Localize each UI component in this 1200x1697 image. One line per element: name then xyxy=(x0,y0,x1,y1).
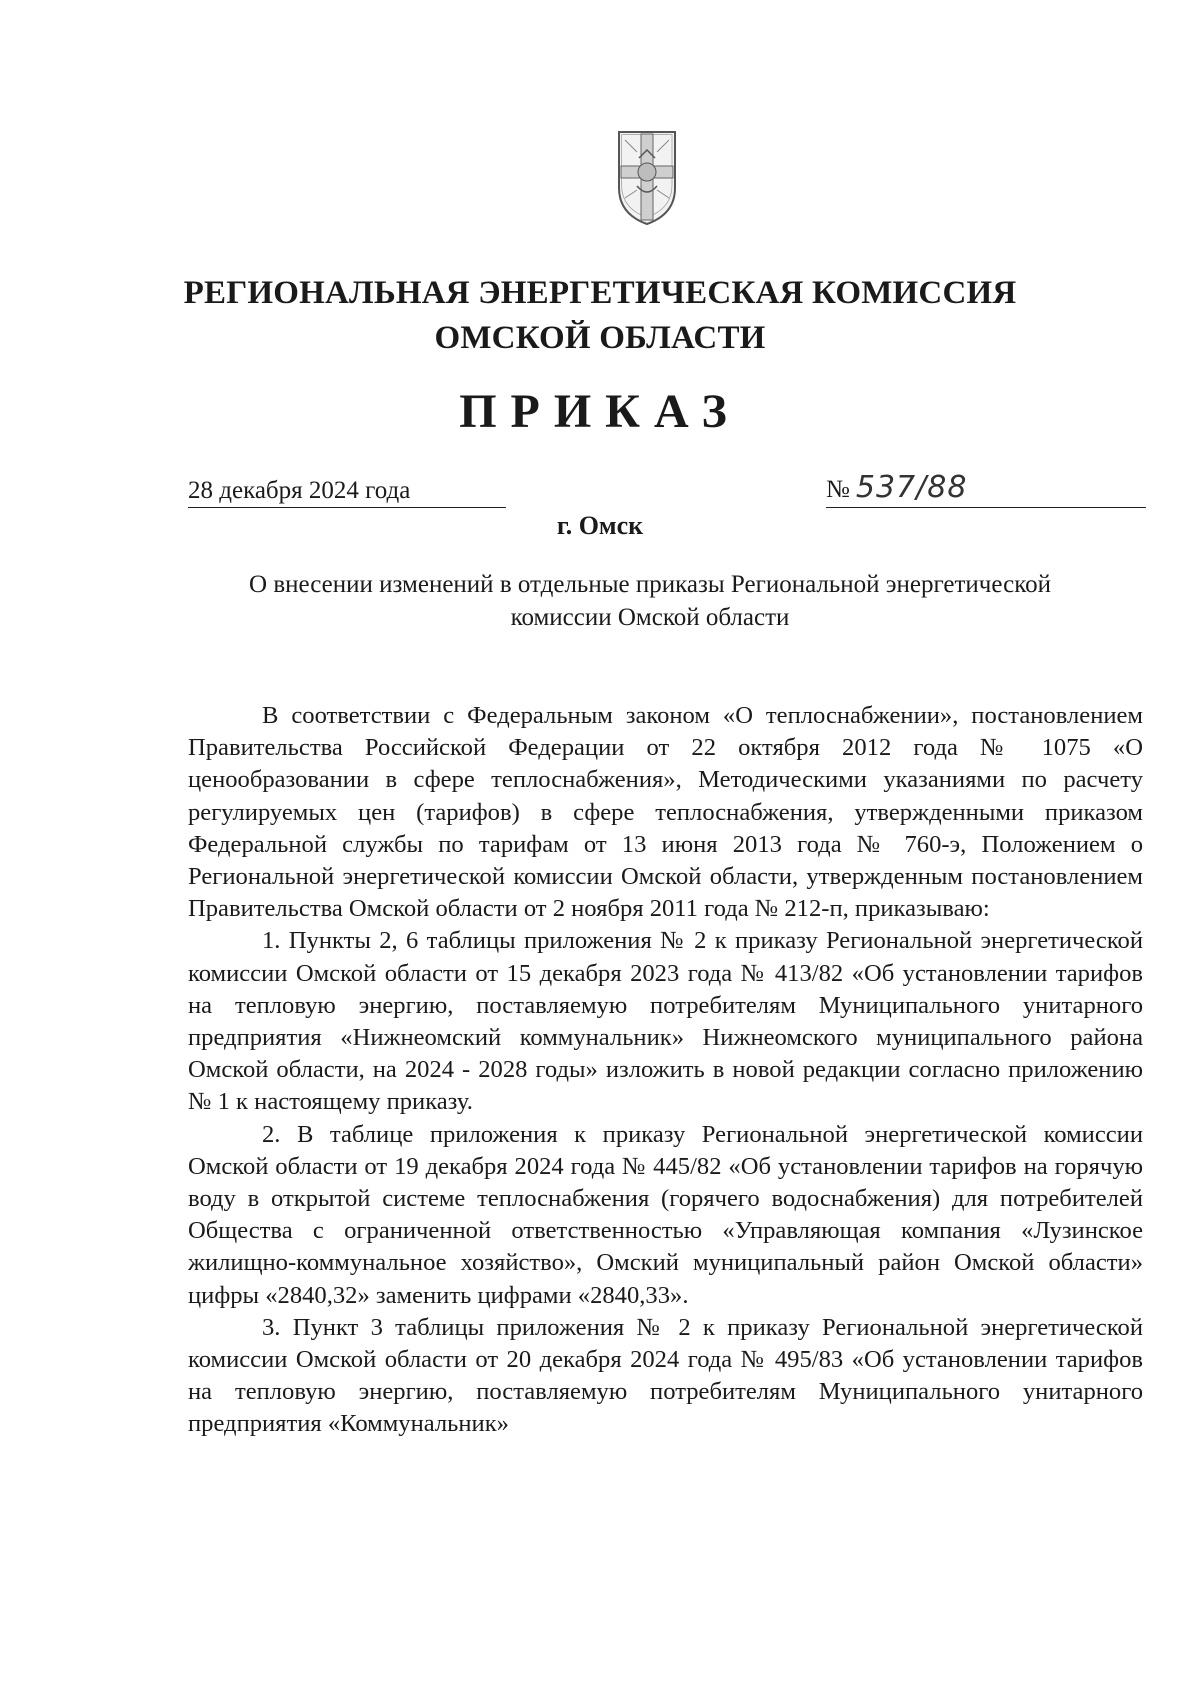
coat-of-arms-icon xyxy=(615,128,679,228)
document-date: 28 декабря 2024 года xyxy=(188,476,506,508)
subject-line1: О внесении изменений в отдельные приказы Региональной энергетической xyxy=(249,571,1051,598)
organization-name-line1: РЕГИОНАЛЬНАЯ ЭНЕРГЕТИЧЕСКАЯ КОМИССИЯ xyxy=(183,275,1017,311)
document-number xyxy=(826,472,1146,508)
body-item-1: 1. Пункты 2, 6 таблицы приложения № 2 к приказу Региональной энергетической комиссии Омской области от 15 декабря 2023 года № 413/82 «Об установлении тарифов на тепловую энергию, поставляемую потребителям Муниципального унитарного предприятия «Нижнеомский коммунальник» Нижнеомского муниципального района Омской области, на 2024 - 2028 годы» изложить в новой редакции согласно приложению № 1 к настоящему приказу. xyxy=(188,927,1143,1116)
document-subject xyxy=(180,568,1120,634)
body-item-2: 2. В таблице приложения к приказу Региональной энергетической комиссии Омской области от 19 декабря 2024 года № 445/82 «Об установлении тарифов на горячую воду в открытой системе теплоснабжения (горячего водоснабжения) для потребителей Общества с ограниченной ответственностью «Управляющая компания «Лузинское жилищно-коммунальное хозяйство», Омский муниципальный район Омской области» цифры «2840,32» заменить цифрами «2840,33». xyxy=(188,1120,1143,1309)
number-prefix: № xyxy=(826,476,850,503)
organization-name-line2: ОМСКОЙ ОБЛАСТИ xyxy=(434,320,766,356)
body-item-3: 3. Пункт 3 таблицы приложения № 2 к приказу Региональной энергетической комиссии Омской области от 20 декабря 2024 года № 495/83 «Об установлении тарифов на тепловую энергию, поставляемую потребителям Муниципального унитарного предприятия «Коммунальник» xyxy=(188,1313,1143,1438)
document-city: г. Омск xyxy=(556,511,644,540)
document-type-title: ПРИКАЗ xyxy=(459,385,741,438)
number-handwritten: 537/88 xyxy=(855,470,968,505)
document-body xyxy=(188,700,1143,1441)
body-preamble: В соответствии с Федеральным законом «О теплоснабжении», постановлением Правительства Российской Федерации от 22 октября 2012 года № 1075 «О ценообразовании в сфере теплоснабжения», Методическими указаниями по расчету регулируемых цен (тарифов) в сфере теплоснабжения, утвержденными приказом Федеральной службы по тарифам от 13 июня 2013 года № 760-э, Положением о Региональной энергетической комиссии Омской области, утвержденным постановлением Правительства Омской области от 2 ноября 2011 года № 212-п, приказываю: xyxy=(188,702,1143,923)
subject-line2: комиссии Омской области xyxy=(510,604,790,631)
